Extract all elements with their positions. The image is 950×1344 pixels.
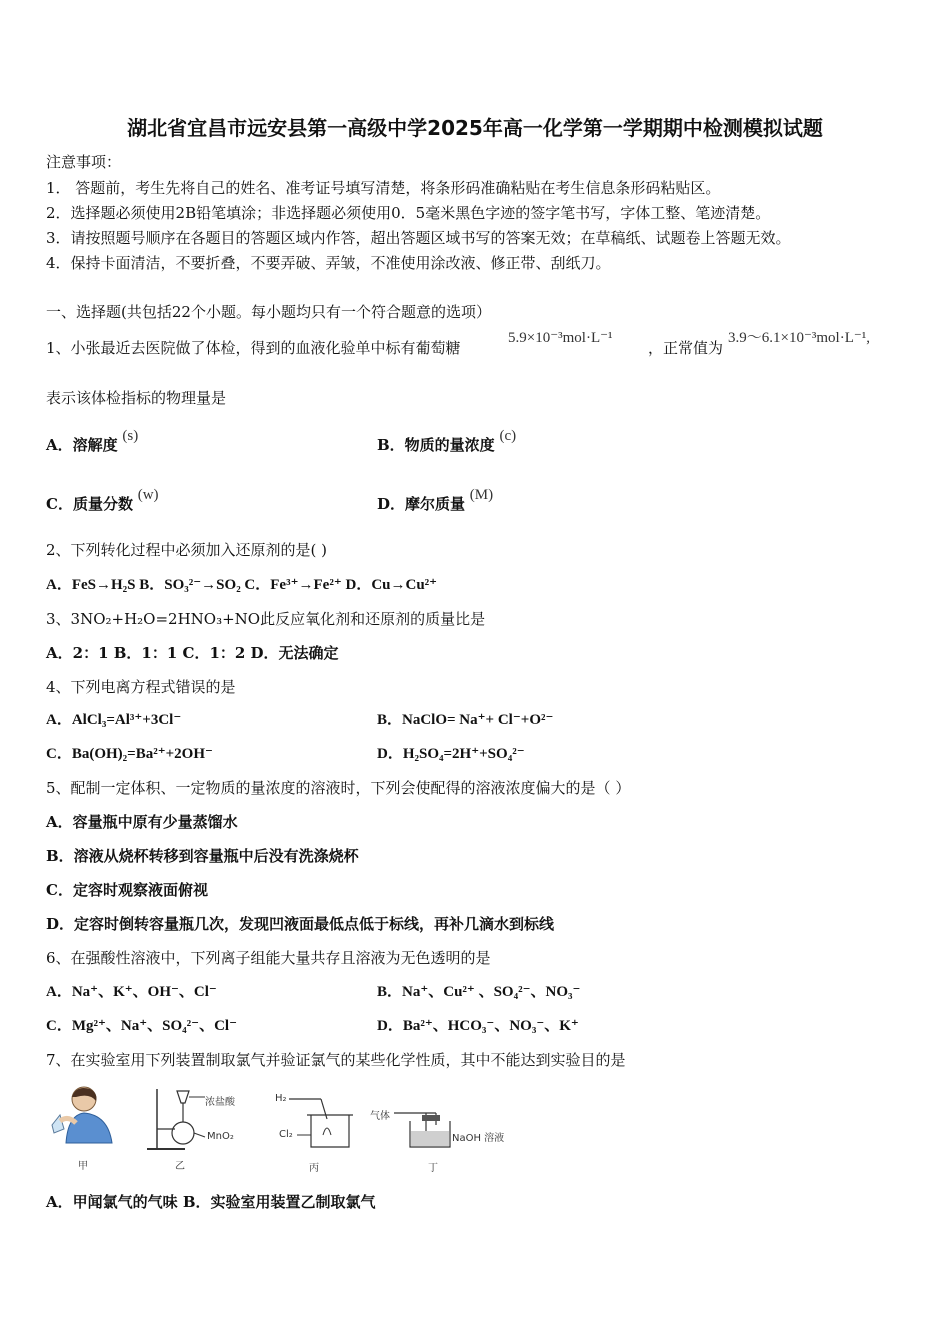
question-4-stem: 4、下列电离方程式错误的是 xyxy=(46,678,236,696)
figure-yi xyxy=(145,1085,245,1175)
question-3-stem: 3、3NO₂+H₂O=2HNO₃+NO此反应氧化剂和还原剂的质量比是 xyxy=(46,610,486,628)
figure-bing xyxy=(275,1085,365,1175)
notice-item: 3．请按照题号顺序在各题目的答题区域内作答，超出答题区域书写的答案无效；在草稿纸、试题卷上答题无效。 xyxy=(46,229,791,247)
figure-yi-caption: 乙 xyxy=(175,1161,185,1172)
q1-option-b-label: B．物质的量浓度 xyxy=(377,436,495,454)
label-mno2: MnO₂ xyxy=(207,1131,234,1142)
q1-value: 5.9×10⁻³mol·L⁻¹ xyxy=(508,330,613,346)
q5-option-a[interactable]: A．容量瓶中原有少量蒸馏水 xyxy=(46,813,238,831)
label-h2: H₂ xyxy=(275,1093,287,1104)
q1-option-d[interactable] xyxy=(377,487,494,515)
label-cl2: Cl₂ xyxy=(279,1129,293,1140)
figure-jia xyxy=(46,1085,118,1175)
q4-option-d[interactable]: D．H₂SO₄=2H⁺+SO₄²⁻ xyxy=(377,746,525,762)
notice-heading: 注意事项： xyxy=(46,153,122,171)
q1-option-a-label: A．溶解度 xyxy=(46,436,118,454)
gas-absorption-apparatus xyxy=(370,1085,460,1153)
q1-option-b[interactable] xyxy=(377,428,517,456)
q1-stem-c: 表示该体检指标的物理量是 xyxy=(46,389,227,407)
q1-stem-b: ，正常值为 xyxy=(648,339,724,357)
notice-item: 1． 答题前，考生先将自己的姓名、准考证号填写清楚，将条形码准确粘贴在考生信息条形码粘贴区。 xyxy=(46,179,721,197)
notice-item: 2．选择题必须使用2B铅笔填涂；非选择题必须使用0．5毫米黑色字迹的签字笔书写，字体工整、笔迹清楚。 xyxy=(46,204,771,222)
q1-option-c-symbol: (w) xyxy=(137,487,159,503)
q6-option-a[interactable]: A．Na⁺、K⁺、OH⁻、Cl⁻ xyxy=(46,984,217,1000)
q6-option-c[interactable]: C．Mg²⁺、Na⁺、SO₄²⁻、Cl⁻ xyxy=(46,1018,237,1034)
label-gas: 气体 xyxy=(370,1111,390,1122)
question-7-stem: 7、在实验室用下列装置制取氯气并验证氯气的某些化学性质，其中不能达到实验目的是 xyxy=(46,1051,626,1069)
figure-ding-caption: 丁 xyxy=(428,1163,438,1174)
section-heading: 一、选择题(共包括22个小题。每小题均只有一个符合题意的选项） xyxy=(46,303,491,321)
q4-option-a[interactable]: A．AlCl₃=Al³⁺+3Cl⁻ xyxy=(46,712,182,728)
q1-option-a-symbol: (s) xyxy=(122,428,139,444)
question-2-options[interactable]: A．FeS→H₂S B．SO₃²⁻→SO₂ C．Fe³⁺→Fe²⁺ D．Cu→Cu²⁺ xyxy=(46,577,438,593)
q1-option-d-symbol: (M) xyxy=(469,487,494,503)
q6-option-b[interactable]: B．Na⁺、Cu²⁺ 、SO₄²⁻、NO₃⁻ xyxy=(377,984,581,1000)
q5-option-d[interactable]: D．定容时倒转容量瓶几次，发现凹液面最低点低于标线，再补几滴水到标线 xyxy=(46,915,555,933)
question-3-options[interactable]: A．2：1 B．1：1 C．1：2 D．无法确定 xyxy=(46,644,339,662)
question-2-stem: 2、下列转化过程中必须加入还原剂的是( ) xyxy=(46,541,328,559)
figure-jia-caption: 甲 xyxy=(78,1161,88,1172)
notice-item: 4．保持卡面清洁，不要折叠，不要弄破、弄皱，不准使用涂改液、修正带、刮纸刀。 xyxy=(46,254,611,272)
q5-option-c[interactable]: C．定容时观察液面俯视 xyxy=(46,881,208,899)
figure-bing-caption: 丙 xyxy=(309,1163,319,1174)
q4-option-c[interactable]: C．Ba(OH)₂=Ba²⁺+2OH⁻ xyxy=(46,746,213,762)
q1-stem-a: 1、小张最近去医院做了体检，得到的血液化验单中标有葡萄糖 xyxy=(46,339,461,357)
question-5-stem: 5、配制一定体积、一定物质的量浓度的溶液时，下列会使配得的溶液浓度偏大的是（ ） xyxy=(46,779,631,797)
q1-option-b-symbol: (c) xyxy=(499,428,517,444)
label-conc-hcl: 浓盐酸 xyxy=(205,1097,235,1108)
question-7-options[interactable]: A．甲闻氯气的气味 B．实验室用装置乙制取氯气 xyxy=(46,1193,376,1211)
q1-range: 3.9～6.1×10⁻³mol·L⁻¹, xyxy=(728,330,871,346)
person-smelling-illustration xyxy=(46,1085,118,1145)
q4-option-b[interactable]: B．NaClO= Na⁺+ Cl⁻+O²⁻ xyxy=(377,712,554,728)
q6-option-d[interactable]: D．Ba²⁺、HCO₃⁻、NO₃⁻、K⁺ xyxy=(377,1018,579,1034)
hydrogen-chlorine-apparatus xyxy=(275,1085,365,1153)
q1-option-a[interactable] xyxy=(46,428,139,456)
question-1-stem xyxy=(46,338,461,358)
q1-option-c-label: C．质量分数 xyxy=(46,495,133,513)
page-title: 湖北省宜昌市远安县第一高级中学2025年高一化学第一学期期中检测模拟试题 xyxy=(127,116,823,140)
label-naoh: NaOH 溶液 xyxy=(452,1133,505,1144)
figure-ding xyxy=(370,1085,520,1175)
question-6-stem: 6、在强酸性溶液中，下列离子组能大量共存且溶液为无色透明的是 xyxy=(46,949,491,967)
q5-option-b[interactable]: B．溶液从烧杯转移到容量瓶中后没有洗涤烧杯 xyxy=(46,847,359,865)
q1-option-c[interactable] xyxy=(46,487,159,515)
q1-option-d-label: D．摩尔质量 xyxy=(377,495,466,513)
